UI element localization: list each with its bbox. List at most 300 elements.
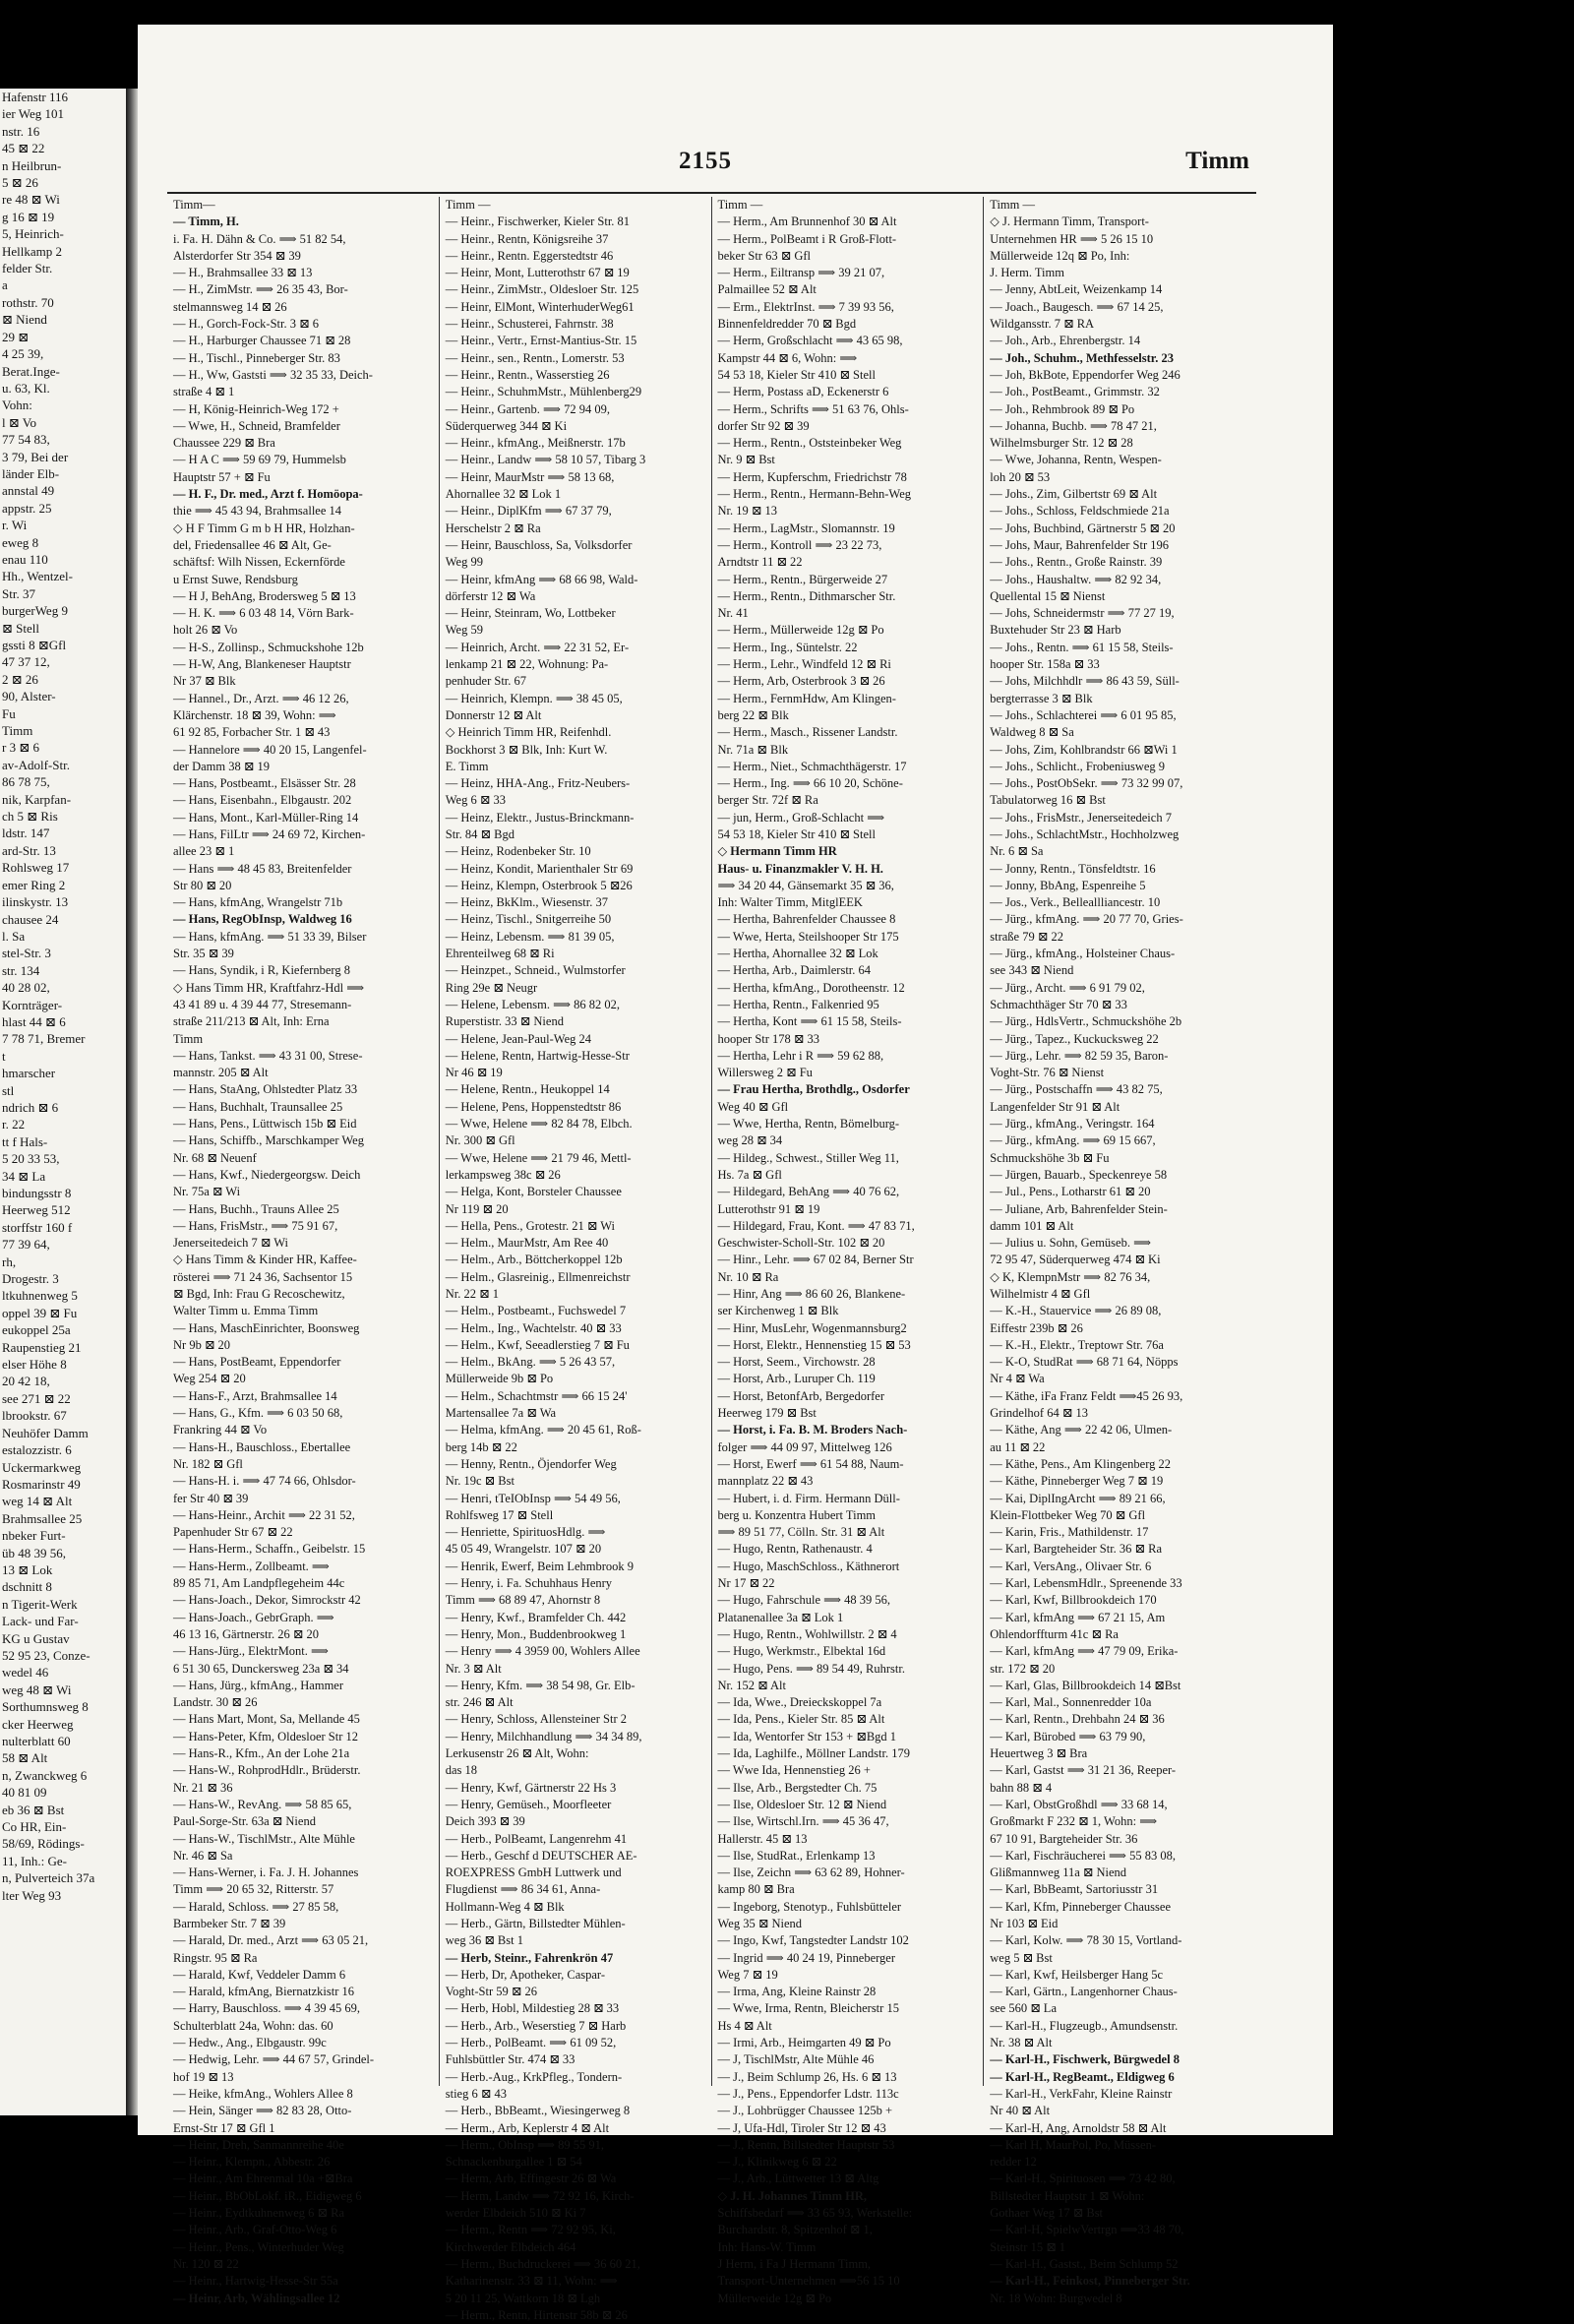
- directory-entry: — Wwe, Helene ⟹ 82 84 78, Elbch.: [445, 1117, 633, 1131]
- directory-entry: — Karl-H., Spirituosen ⟹ 73 42 80,: [990, 2171, 1176, 2186]
- directory-entry: — Karl, Gärtn., Langenhorner Chaus-: [990, 1985, 1178, 1999]
- header-keyword: Timm: [1185, 148, 1249, 174]
- directory-entry: — K.-H., Stauervice ⟹ 26 89 08,: [990, 1304, 1162, 1318]
- directory-entry: — J., Rentn, Billstedter Hauptstr 53: [717, 2137, 895, 2152]
- directory-entry: — Herb, Dr, Apotheker, Caspar-: [445, 1967, 605, 1982]
- directory-entry: i. Fa. H. Dähn & Co. ⟹ 51 82 54,: [173, 231, 346, 246]
- directory-entry: Ring 29e ⊠ Neugr: [445, 980, 538, 995]
- directory-entry: — Ida, Pens., Kieler Str. 85 ⊠ Alt: [717, 1712, 885, 1727]
- directory-entry: — Hans-Joach., Dekor, Simrockstr 42: [173, 1593, 361, 1608]
- directory-entry: — Hertha, kfmAng., Dorotheenstr. 12: [717, 980, 905, 995]
- directory-entry: — H-W, Ang, Blankeneser Hauptstr: [173, 657, 351, 672]
- directory-entry: — Hans, Postbeamt., Elsässer Str. 28: [173, 776, 356, 791]
- directory-entry: — Hugo, Rentn., Wohlwillstr. 2 ⊠ 4: [717, 1626, 897, 1641]
- directory-entry: — Herm, Großschlacht ⟹ 43 65 98,: [717, 334, 903, 348]
- directory-entry: — Johs, Schneidermstr ⟹ 77 27 19,: [990, 606, 1175, 621]
- directory-entry: — Hertha, Lehr i R ⟹ 59 62 88,: [717, 1048, 884, 1063]
- directory-entry: Hollmann-Weg 4 ⊠ Blk: [445, 1899, 565, 1914]
- directory-entry: Nr 9b ⊠ 20: [173, 1337, 231, 1352]
- directory-entry: — Horst, Ewerf ⟹ 61 54 88, Naum-: [717, 1456, 904, 1471]
- directory-entry: Platanenallee 3a ⊠ Lok 1: [717, 1610, 844, 1624]
- directory-entry: — Hans-W., TischlMstr., Alte Mühle: [173, 1831, 355, 1846]
- left-page-line: ilinskystr. 13: [2, 894, 69, 910]
- directory-entry: — Hans, Buchhalt, Traunsallee 25: [173, 1099, 343, 1114]
- directory-entry: — Herb., Geschf d DEUTSCHER AE-: [445, 1848, 637, 1863]
- directory-entry: 89 85 71, Am Landpflegeheim 44c: [173, 1576, 345, 1591]
- directory-entry: — Jonny, Rentn., Tönsfeldtstr. 16: [990, 861, 1156, 876]
- directory-entry: — Herm., Buchdruckerei ⟹ 36 60 21,: [445, 2256, 640, 2271]
- directory-entry: — Erm., ElektrInst. ⟹ 7 39 93 56,: [717, 299, 894, 314]
- directory-entry: — Hans-H. i. ⟹ 47 74 66, Ohlsdor-: [173, 1474, 356, 1489]
- directory-entry: — Karl-H., VerkFahr, Kleine Rainstr: [990, 2086, 1173, 2101]
- directory-entry: — Johs, Zim, Kohlbrandstr 66 ⊠Wi 1: [990, 742, 1178, 757]
- directory-entry: — Hildegard, BehAng ⟹ 40 76 62,: [717, 1185, 900, 1199]
- directory-entry: — Hella, Pens., Grotestr. 21 ⊠ Wi: [445, 1218, 615, 1233]
- directory-entry: — Henry, Gemüseh., Moorfleeter: [445, 1797, 612, 1811]
- directory-entry: — Ingo, Kwf, Tangstedter Landstr 102: [717, 1933, 909, 1948]
- directory-entry: — Herm., Am Brunnenhof 30 ⊠ Alt: [717, 214, 897, 229]
- directory-entry: — Jürg., HdlsVertr., Schmuckshöhe 2b: [990, 1014, 1182, 1029]
- directory-entry: — Henry, i. Fa. Schuhhaus Henry: [445, 1576, 613, 1591]
- directory-entry: schäftsf: Wilh Nissen, Eckernförde: [173, 555, 345, 570]
- directory-entry: — Hans-Herm., Schaffn., Geibelstr. 15: [173, 1542, 366, 1557]
- directory-entry: thie ⟹ 45 43 94, Brahmsallee 14: [173, 504, 342, 519]
- directory-entry: — H. K. ⟹ 6 03 48 14, Vörn Bark-: [173, 606, 354, 621]
- directory-entry: — Heinr, Bauschloss, Sa, Volksdorfer: [445, 537, 633, 552]
- directory-entry: — Hinr, Ang ⟹ 86 60 26, Blankene-: [717, 1287, 906, 1301]
- directory-entry: — Hans, Pens., Lüttwisch 15b ⊠ Eid: [173, 1117, 357, 1131]
- directory-entry: — J, TischlMstr, Alte Mühle 46: [717, 2052, 875, 2067]
- directory-entry: Weg 99: [445, 555, 483, 570]
- column-4: [984, 197, 1256, 2305]
- directory-entry: — Herm, Postass aD, Eckenerstr 6: [717, 385, 889, 399]
- directory-entry: — Karl, kfmAng ⟹ 67 21 15, Am: [990, 1610, 1166, 1624]
- directory-entry: J. Herm. Timm: [990, 266, 1064, 280]
- directory-entry: ◇ H F Timm G m b H HR, Holzhan-: [173, 520, 355, 535]
- directory-entry: allee 23 ⊠ 1: [173, 844, 235, 859]
- left-page-line: Lack- und Far-: [2, 1614, 79, 1629]
- left-page-line: Fu: [2, 705, 16, 721]
- directory-entry: Nr. 300 ⊠ Gfl: [445, 1133, 515, 1148]
- directory-page: [138, 25, 1333, 2322]
- directory-entry: — Hinr, MusLehr, Wogenmannsburg2: [717, 1320, 907, 1335]
- left-page-line: weg 14 ⊠ Alt: [2, 1494, 73, 1509]
- left-page-line: hlast 44 ⊠ 6: [2, 1013, 66, 1029]
- left-page-line: burgerWeg 9: [2, 603, 68, 619]
- directory-entry: — K.-H., Elektr., Treptowr Str. 76a: [990, 1337, 1164, 1352]
- directory-entry: — Heinz, BkKlm., Wiesenstr. 37: [445, 895, 608, 910]
- directory-entry: ◇ J. Hermann Timm, Transport-: [990, 214, 1149, 229]
- directory-entry: Palmaillee 52 ⊠ Alt: [717, 282, 817, 297]
- directory-entry: — Helene, Jean-Paul-Weg 24: [445, 1031, 591, 1046]
- directory-entry: Nr. 120 ⊠ 22: [173, 2256, 239, 2271]
- directory-entry: — Henry, Kfm. ⟹ 38 54 98, Gr. Elb-: [445, 1678, 636, 1692]
- directory-entry: see 343 ⊠ Niend: [990, 963, 1074, 978]
- directory-entry: — Herm, Landw ⟹ 72 92 16, Kirch-: [445, 2188, 635, 2203]
- directory-entry: — Horst, Seem., Virchowstr. 28: [717, 1355, 876, 1370]
- directory-entry: — Harry, Bauschloss. ⟹ 4 39 45 69,: [173, 2001, 361, 2016]
- directory-entry: Billstedter Hauptstr 1 ⊠ Wohn:: [990, 2188, 1145, 2203]
- directory-entry: au 11 ⊠ 22: [990, 1439, 1046, 1454]
- directory-entry: — Henry ⟹ 4 3959 00, Wohlers Allee: [445, 1644, 640, 1659]
- directory-entry: Nr. 9 ⊠ Bst: [717, 453, 775, 467]
- directory-entry: mannplatz 22 ⊠ 43: [717, 1474, 814, 1489]
- directory-entry: — Karl-H., Feinkost, Pinneberger Str.: [990, 2274, 1190, 2289]
- directory-columns: [167, 197, 1256, 2322]
- directory-entry: — Heinz, HHA-Ang., Fritz-Neubers-: [445, 776, 631, 791]
- directory-entry: Ahornallee 32 ⊠ Lok 1: [445, 487, 562, 502]
- directory-entry: holt 26 ⊠ Vo: [173, 623, 238, 638]
- column-head: Timm —: [717, 198, 763, 212]
- left-page-line: 86 78 75,: [2, 774, 50, 790]
- left-page-line: Rohlsweg 17: [2, 860, 70, 876]
- left-page-line: rothstr. 70: [2, 294, 54, 310]
- directory-entry: — Jürg., Tapez., Kuckucksweg 22: [990, 1031, 1159, 1046]
- directory-entry: — H., Ww, Gaststi ⟹ 32 35 33, Deich-: [173, 367, 373, 382]
- directory-entry: — Herb., PolBeamt. ⟹ 61 09 52,: [445, 2036, 617, 2050]
- directory-entry: — Herb., Gärtn, Billstedter Mühlen-: [445, 1916, 626, 1930]
- directory-entry: Großmarkt F 232 ⊠ 1, Wohn: ⟹: [990, 1814, 1158, 1829]
- directory-entry: — Johs., Schloss, Feldschmiede 21a: [990, 504, 1170, 519]
- directory-entry: — Karl, Bargteheider Str. 36 ⊠ Ra: [990, 1542, 1163, 1557]
- directory-entry: Donnerstr 12 ⊠ Alt: [445, 707, 542, 722]
- left-page-line: str. 134: [2, 962, 40, 978]
- directory-entry: — Horst, Elektr., Hennenstieg 15 ⊠ 53: [717, 1337, 911, 1352]
- directory-entry: Ernst-Str 17 ⊠ Gfl 1: [173, 2120, 275, 2135]
- directory-entry: — Helm., Schachtmstr ⟹ 66 15 24': [445, 1388, 628, 1403]
- left-page-line: eweg 8: [2, 534, 39, 550]
- directory-entry: Ruperstistr. 33 ⊠ Niend: [445, 1014, 564, 1029]
- left-page-line: ndrich ⊠ 6: [2, 1099, 59, 1115]
- directory-entry: — Hans-Werner, i. Fa. J. H. Johannes: [173, 1865, 359, 1880]
- directory-entry: Weg 254 ⊠ 20: [173, 1372, 246, 1386]
- directory-entry: — Johs., Rentn., Große Rainstr. 39: [990, 555, 1163, 570]
- directory-entry: straße 4 ⊠ 1: [173, 385, 235, 399]
- directory-entry: Kirchwerder Elbdeich 464: [445, 2239, 576, 2254]
- directory-entry: Glißmannweg 11a ⊠ Niend: [990, 1865, 1127, 1880]
- directory-entry: — Heinr., Schusterei, Fahrnstr. 38: [445, 317, 614, 332]
- left-page-line: 5 20 33 53,: [2, 1151, 60, 1167]
- directory-entry: — Henry, Milchhandlung ⟹ 34 34 89,: [445, 1729, 642, 1743]
- left-page-line: 52 95 23, Conze-: [2, 1647, 91, 1663]
- directory-entry: Heuertweg 3 ⊠ Bra: [990, 1746, 1088, 1761]
- directory-entry: Voght-Str. 76 ⊠ Nienst: [990, 1066, 1105, 1080]
- directory-entry: ◇ J. H. Johannes Timm HR,: [717, 2188, 868, 2203]
- directory-entry: 54 53 18, Kieler Str 410 ⊠ Stell: [717, 826, 876, 841]
- directory-entry: — Herm., Rentn., Bürgerweide 27: [717, 572, 888, 586]
- directory-entry: — Hildeg., Schwest., Stiller Weg 11,: [717, 1150, 899, 1165]
- directory-entry: ◇ Heinrich Timm HR, Reifenhdl.: [445, 725, 612, 740]
- directory-entry: weg 28 ⊠ 34: [717, 1133, 783, 1148]
- left-page-line: Timm: [2, 723, 33, 739]
- directory-entry: — Wwe, Helene ⟹ 21 79 46, Mettl-: [445, 1150, 632, 1165]
- directory-entry: Bockhorst 3 ⊠ Blk, Inh: Kurt W.: [445, 742, 608, 757]
- directory-entry: — Irma, Ang, Kleine Rainstr 28: [717, 1985, 877, 1999]
- directory-entry: Nr. 46 ⊠ Sa: [173, 1848, 233, 1863]
- scan-border: [1333, 25, 1574, 2142]
- directory-entry: Martensallee 7a ⊠ Wa: [445, 1406, 557, 1421]
- directory-entry: del, Friedensallee 46 ⊠ Alt, Ge-: [173, 537, 332, 552]
- directory-entry: — J., Pens., Eppendorfer Ldstr. 113c: [717, 2086, 899, 2101]
- left-page-line: 5 ⊠ 26: [2, 175, 38, 191]
- directory-entry: 45 05 49, Wrangelstr. 107 ⊠ 20: [445, 1542, 602, 1557]
- directory-entry: 67 10 91, Bargteheider Str. 36: [990, 1831, 1138, 1846]
- directory-entry: — Herb.-Aug., KrkPfleg., Tondern-: [445, 2069, 623, 2084]
- left-page-line: 11, Inh.: Ge-: [2, 1853, 67, 1868]
- column-1-entries: [173, 214, 433, 2307]
- directory-entry: — Heinzpet., Schneid., Wulmstorfer: [445, 963, 626, 978]
- left-page-line: oppel 39 ⊠ Fu: [2, 1305, 78, 1320]
- directory-entry: straße 79 ⊠ 22: [990, 929, 1063, 944]
- left-page-line: 45 ⊠ 22: [2, 141, 45, 156]
- directory-entry: — Hans Mart, Mont, Sa, Mellande 45: [173, 1712, 360, 1727]
- directory-entry: — Joh., Rehmbrook 89 ⊠ Po: [990, 401, 1135, 416]
- directory-entry: — Helm., Kwf, Seeadlerstieg 7 ⊠ Fu: [445, 1337, 630, 1352]
- directory-entry: — Herm., Rentn, Hirtenstr 58b ⊠ 26: [445, 2307, 628, 2322]
- left-page-line: annstal 49: [2, 483, 55, 499]
- left-page-line: felder Str.: [2, 261, 53, 276]
- directory-entry: Eiffestr 239b ⊠ 26: [990, 1320, 1083, 1335]
- directory-entry: Nr. 68 ⊠ Neuenf: [173, 1150, 257, 1165]
- directory-entry: — Herm., Ing., Süntelstr. 22: [717, 640, 858, 654]
- directory-entry: — Herm., FernmHdw, Am Klingen-: [717, 691, 896, 705]
- directory-entry: — Heinr, Mont, Lutterothstr 67 ⊠ 19: [445, 266, 630, 280]
- directory-entry: — Hannelore ⟹ 40 20 15, Langenfel-: [173, 742, 367, 757]
- directory-entry: — Johs, Maur, Bahrenfelder Str 196: [990, 537, 1170, 552]
- left-page-line: 58 ⊠ Alt: [2, 1750, 48, 1766]
- directory-entry: — Heinr., ZimMstr., Oldesloer Str. 125: [445, 282, 639, 297]
- directory-entry: — Helene, Rentn, Hartwig-Hesse-Str: [445, 1048, 630, 1063]
- left-page-line: r 3 ⊠ 6: [2, 740, 39, 756]
- directory-entry: — Helma, kfmAng. ⟹ 20 45 61, Roß-: [445, 1423, 641, 1437]
- directory-entry: — Herm., Rentn., Dithmarscher Str.: [717, 588, 896, 603]
- directory-entry: Hallerstr. 45 ⊠ 13: [717, 1831, 808, 1846]
- directory-entry: — Hans, Kwf., Niedergeorgsw. Deich: [173, 1167, 361, 1182]
- left-page-line: nstr. 16: [2, 123, 40, 139]
- directory-entry: — H., Tischl., Pinneberger Str. 83: [173, 350, 340, 365]
- directory-entry: — Johanna, Buchb. ⟹ 78 47 21,: [990, 418, 1157, 433]
- directory-entry: Paul-Sorge-Str. 63a ⊠ Niend: [173, 1814, 316, 1829]
- directory-entry: — Heinr., Landw ⟹ 58 10 57, Tibarg 3: [445, 453, 646, 467]
- left-page-line: Hellkamp 2: [2, 243, 63, 259]
- directory-entry: — Herm., Lehr., Windfeld 12 ⊠ Ri: [717, 657, 891, 672]
- directory-entry: — H., Gorch-Fock-Str. 3 ⊠ 6: [173, 317, 319, 332]
- directory-entry: str. 246 ⊠ Alt: [445, 1695, 514, 1710]
- left-page-line: cker Heerweg: [2, 1716, 74, 1732]
- directory-entry: — Hugo, MaschSchloss., Käthnerort: [717, 1559, 900, 1573]
- directory-entry: Waldweg 8 ⊠ Sa: [990, 725, 1074, 740]
- directory-entry: — Ilse, Zeichn ⟹ 63 62 89, Hohner-: [717, 1865, 905, 1880]
- left-page-line: dschnitt 8: [2, 1579, 52, 1595]
- directory-entry: — Karl, kfmAng ⟹ 47 79 09, Erika-: [990, 1644, 1179, 1659]
- directory-entry: berg u. Konzentra Hubert Timm: [717, 1507, 877, 1522]
- directory-entry: Langenfelder Str 91 ⊠ Alt: [990, 1099, 1120, 1114]
- directory-entry: Wilhelmistr 4 ⊠ Gfl: [990, 1287, 1091, 1301]
- left-page-line: lter Weg 93: [2, 1887, 62, 1903]
- column-head: Timm —: [445, 198, 491, 212]
- directory-entry: — Herb, Steinr., Fahrenkrön 47: [445, 1950, 614, 1965]
- directory-entry: Nr. 182 ⊠ Gfl: [173, 1456, 243, 1471]
- directory-entry: — Karl, ObstGroßhdl ⟹ 33 68 14,: [990, 1797, 1168, 1811]
- directory-entry: — Ingeborg, Stenotyp., Fuhlsbütteler: [717, 1899, 902, 1914]
- directory-entry: Nr. 41: [717, 606, 749, 621]
- directory-entry: E. Timm: [445, 759, 489, 773]
- left-page-line: ⊠ Niend: [2, 312, 47, 328]
- directory-entry: stieg 6 ⊠ 43: [445, 2086, 507, 2101]
- directory-entry: 54 53 18, Kieler Str 410 ⊠ Stell: [717, 367, 876, 382]
- directory-entry: Schmachthäger Str 70 ⊠ 33: [990, 997, 1127, 1011]
- directory-entry: — Karl, Gastst ⟹ 31 21 36, Reeper-: [990, 1763, 1177, 1778]
- directory-entry: — Horst, i. Fa. B. M. Broders Nach-: [717, 1423, 908, 1437]
- directory-entry: Nr 40 ⊠ Alt: [990, 2104, 1051, 2118]
- left-page-line: ⊠ Stell: [2, 620, 39, 636]
- directory-entry: — Heike, kfmAng., Wohlers Allee 8: [173, 2086, 353, 2101]
- left-page-line: 13 ⊠ Lok: [2, 1561, 53, 1577]
- directory-entry: Tabulatorweg 16 ⊠ Bst: [990, 793, 1106, 808]
- directory-entry: berg 22 ⊠ Blk: [717, 707, 789, 722]
- left-page-line: 5, Heinrich-: [2, 226, 64, 242]
- left-page-line: Co HR, Ein-: [2, 1819, 67, 1835]
- directory-entry: — Käthe, Pens., Am Klingenberg 22: [990, 1456, 1172, 1471]
- left-page-line: l. Sa: [2, 928, 26, 944]
- directory-entry: — Karl, LebensmHdlr., Spreenende 33: [990, 1576, 1182, 1591]
- directory-entry: — Heinr, MaurMstr ⟹ 58 13 68,: [445, 469, 615, 484]
- directory-entry: — Karl, Glas, Billbrookdeich 14 ⊠Bst: [990, 1678, 1181, 1692]
- directory-entry: Quellental 15 ⊠ Nienst: [990, 588, 1106, 603]
- left-page-line: 20 42 18,: [2, 1374, 50, 1389]
- directory-entry: — Hans, MaschEinrichter, Boonsweg: [173, 1320, 360, 1335]
- directory-entry: — Horst, BetonfArb, Bergedorfer: [717, 1388, 885, 1403]
- directory-entry: Nr 103 ⊠ Eid: [990, 1916, 1059, 1930]
- directory-entry: — Karl-H, SpielwVertrgn ⟹33 48 70,: [990, 2223, 1184, 2237]
- directory-entry: — Hertha, Kont ⟹ 61 15 58, Steils-: [717, 1014, 902, 1029]
- directory-entry: — Henrik, Ewerf, Beim Lehmbrook 9: [445, 1559, 635, 1573]
- directory-entry: Nr. 19c ⊠ Bst: [445, 1474, 515, 1489]
- directory-entry: — Hans, Eisenbahn., Elbgaustr. 202: [173, 793, 352, 808]
- directory-entry: — Heinr., Arb., Graf-Otto-Weg 6: [173, 2223, 337, 2237]
- directory-entry: — Karl-H, Ang, Arnoldstr 58 ⊠ Alt: [990, 2120, 1167, 2135]
- left-page-line: wedel 46: [2, 1665, 49, 1681]
- directory-entry: Burchardstr. 8, Spitzenhof ⊠ 1,: [717, 2223, 873, 2237]
- directory-entry: Unternehmen HR ⟹ 5 26 15 10: [990, 231, 1154, 246]
- directory-entry: — Joh., Arb., Ehrenbergstr. 14: [990, 334, 1141, 348]
- left-page-line: Heerweg 512: [2, 1202, 71, 1218]
- directory-entry: — Helga, Kont, Borsteler Chaussee: [445, 1185, 622, 1199]
- directory-entry: Grindelhof 64 ⊠ 13: [990, 1406, 1088, 1421]
- directory-entry: — Hedwig, Lehr. ⟹ 44 67 57, Grindel-: [173, 2052, 374, 2067]
- directory-entry: — Karl, Kolw. ⟹ 78 30 15, Vortland-: [990, 1933, 1182, 1948]
- directory-entry: hooper Str. 158a ⊠ 33: [990, 657, 1100, 672]
- directory-entry: — Herb, Hobl, Mildestieg 28 ⊠ 33: [445, 2001, 620, 2016]
- directory-entry: Schnackenburgallee 1 ⊠ 54: [445, 2155, 582, 2170]
- directory-entry: — Karl, Kfm, Pinneberger Chaussee: [990, 1899, 1172, 1914]
- directory-entry: — Joh., Schuhm., Methfesselstr. 23: [990, 350, 1174, 365]
- left-page-line: l ⊠ Vo: [2, 414, 36, 430]
- directory-entry: 43 41 89 u. 4 39 44 77, Stresemann-: [173, 997, 352, 1011]
- directory-entry: Nr. 3 ⊠ Alt: [445, 1661, 502, 1676]
- directory-entry: — Heinz, Rodenbeker Str. 10: [445, 844, 591, 859]
- directory-entry: — J., Lohbrügger Chaussee 125b +: [717, 2104, 893, 2118]
- directory-entry: — Hans, RegObInsp, Waldweg 16: [173, 912, 352, 927]
- left-page-line: ier Weg 101: [2, 106, 64, 122]
- directory-entry: ser Kirchenweg 1 ⊠ Blk: [717, 1304, 839, 1318]
- directory-entry: — Herm., Rentn., Oststeinbeker Weg: [717, 436, 902, 451]
- directory-entry: Inh: Hans-W. Timm: [717, 2239, 817, 2254]
- left-page-line: appstr. 25: [2, 500, 52, 516]
- directory-entry: Voght-Str 59 ⊠ 26: [445, 1985, 537, 1999]
- directory-entry: — Ida, Laghilfe., Möllner Landstr. 179: [717, 1746, 910, 1761]
- directory-entry: mannstr. 205 ⊠ Alt: [173, 1066, 269, 1080]
- left-page-line: a: [2, 277, 8, 293]
- directory-entry: — Herm., Müllerweide 12g ⊠ Po: [717, 623, 884, 638]
- directory-entry: see 560 ⊠ La: [990, 2001, 1057, 2016]
- left-page-line: gssti 8 ⊠Gfl: [2, 638, 67, 652]
- directory-entry: Müllerweide 12g ⊠ Po: [717, 2291, 832, 2305]
- directory-entry: — Ilse, Wirtschl.Irn. ⟹ 45 36 47,: [717, 1814, 889, 1829]
- directory-entry: — Heinr, Arb, Wählingsallee 12: [173, 2291, 340, 2305]
- directory-entry: — Jürg., Lehr. ⟹ 82 59 35, Baron-: [990, 1048, 1169, 1063]
- directory-entry: — Karl-H., Gastst., Beim Schlump 52: [990, 2256, 1179, 2271]
- directory-entry: straße 211/213 ⊠ Alt, Inh: Erna: [173, 1014, 330, 1029]
- directory-entry: — Joach., Baugesch. ⟹ 67 14 25,: [990, 299, 1164, 314]
- left-page-line: eukoppel 25a: [2, 1322, 71, 1338]
- directory-entry: lenkamp 21 ⊠ 22, Wohnung: Pa-: [445, 657, 609, 672]
- left-page-line: Neuhöfer Damm: [2, 1425, 89, 1440]
- directory-entry: — Herm., LagMstr., Slomannstr. 19: [717, 520, 895, 535]
- left-page-line: ch 5 ⊠ Ris: [2, 809, 58, 825]
- directory-entry: Steinstr 15 ⊠ 1: [990, 2239, 1066, 2254]
- directory-entry: Gothaer Weg 17 ⊠ Bst: [990, 2206, 1104, 2221]
- directory-entry: der Damm 38 ⊠ 19: [173, 759, 270, 773]
- directory-entry: — Karl-H., Fischwerk, Bürgwedel 8: [990, 2052, 1180, 2067]
- directory-entry: Timm ⟹ 20 65 32, Ritterstr. 57: [173, 1882, 334, 1897]
- left-page-line: Raupenstieg 21: [2, 1339, 82, 1355]
- left-page-line: r. Wi: [2, 518, 28, 533]
- directory-entry: Nr 4 ⊠ Wa: [990, 1372, 1045, 1386]
- directory-entry: — Herm, Arb, Osterbrook 3 ⊠ 26: [717, 674, 885, 689]
- left-page-line: 47 37 12,: [2, 654, 50, 670]
- directory-entry: Haus- u. Finanzmakler V. H. H.: [717, 861, 883, 876]
- directory-entry: — Frau Hertha, Brothdlg., Osdorfer: [717, 1082, 910, 1097]
- directory-entry: — Henry, Kwf, Gärtnerstr 22 Hs 3: [445, 1780, 617, 1795]
- directory-entry: Nr. 38 ⊠ Alt: [990, 2036, 1053, 2050]
- directory-entry: — Heinrich, Klempn. ⟹ 38 45 05,: [445, 691, 623, 705]
- directory-entry: dorfer Str 92 ⊠ 39: [717, 418, 810, 433]
- directory-entry: — Helene, Lebensm. ⟹ 86 82 02,: [445, 997, 621, 1011]
- directory-entry: — Herm., Arb, Keplerstr 4 ⊠ Alt: [445, 2120, 610, 2135]
- left-page-line: av-Adolf-Str.: [2, 757, 70, 772]
- directory-entry: — Jürg., Archt. ⟹ 6 91 79 02,: [990, 980, 1145, 995]
- directory-entry: Müllerweide 12q ⊠ Po, Inh:: [990, 248, 1130, 263]
- directory-entry: — Heinr., SchuhmMstr., Mühlenberg29: [445, 385, 642, 399]
- left-page-line: estalozzistr. 6: [2, 1442, 72, 1458]
- directory-entry: — Heinr., Klempn., Abbestr. 26: [173, 2155, 331, 2170]
- directory-entry: — Heinr, ElMont, WinterhuderWeg61: [445, 299, 635, 314]
- left-page-line: 40 81 09: [2, 1785, 47, 1801]
- left-page-line: 3 79, Bei der: [2, 449, 69, 464]
- directory-entry: — Henry, Mon., Buddenbrookweg 1: [445, 1626, 627, 1641]
- left-page-line: g 16 ⊠ 19: [2, 209, 55, 224]
- directory-entry: — Hans-Herm., Zollbeamt. ⟹: [173, 1559, 330, 1573]
- left-page-line: ltkuhnenweg 5: [2, 1288, 78, 1304]
- directory-entry: Timm: [173, 1031, 204, 1046]
- directory-entry: 5 20 11 25, Wattkorn 18 ⊠ Lgh: [445, 2291, 601, 2305]
- directory-entry: — Jürg., kfmAng., Holsteiner Chaus-: [990, 947, 1176, 961]
- directory-entry: bergterrasse 3 ⊠ Blk: [990, 691, 1093, 705]
- directory-entry: Klein-Flottbeker Weg 70 ⊠ Gfl: [990, 1507, 1146, 1522]
- directory-entry: — Herm., ObInsp ⟹ 89 55 91,: [445, 2137, 605, 2152]
- left-page-line: re 48 ⊠ Wi: [2, 192, 60, 208]
